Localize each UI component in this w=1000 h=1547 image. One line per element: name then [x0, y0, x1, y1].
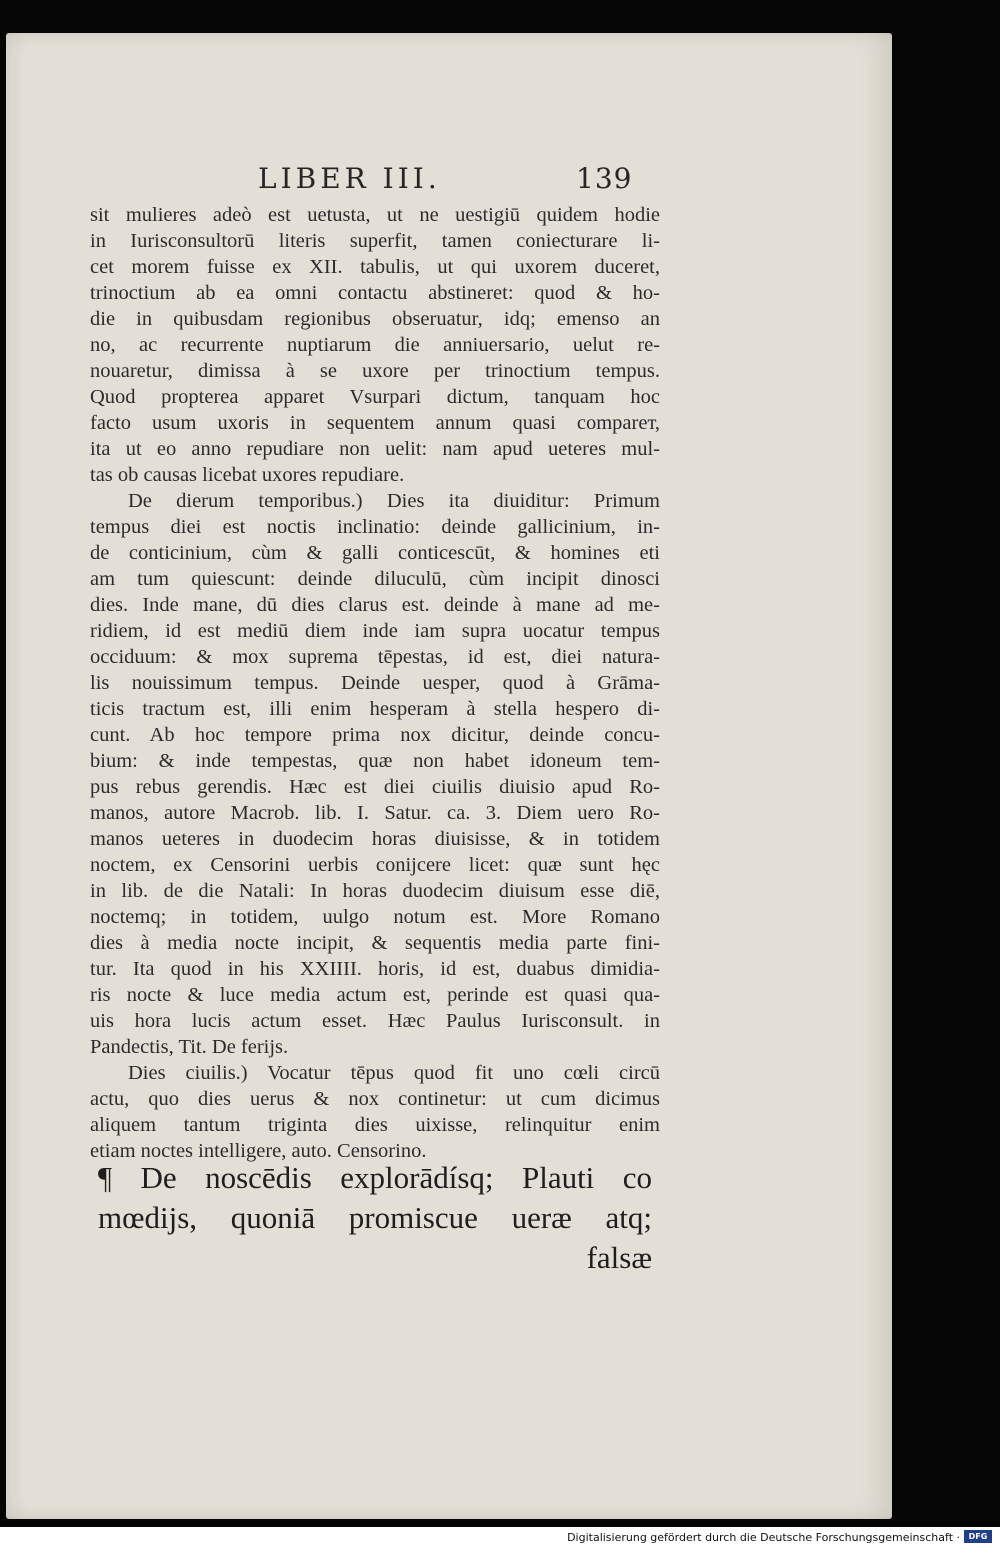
funding-credit: Digitalisierung gefördert durch die Deutsche Forschungsgemeinschaft · [567, 1531, 960, 1544]
text-line: Dies ciuilis.) Vocatur tēpus quod fit uno cœli circū [128, 1062, 660, 1084]
text-line: uis hora lucis actum esset. Hæc Paulus Iurisconsult. in [90, 1010, 660, 1032]
section-heading [98, 1158, 652, 1278]
text-line: ita ut eo anno repudiare non uelit: nam apud ueteres mul- [90, 438, 660, 460]
text-line: bium: & inde tempestas, quæ non habet idoneum tem- [90, 750, 660, 772]
text-line: ticis tractum est, illi enim hesperam à stella hespero di- [90, 698, 660, 720]
text-line: dies à media nocte incipit, & sequentis media parte fini- [90, 932, 660, 954]
text-line: tempus diei est noctis inclinatio: deinde gallicinium, in- [90, 516, 660, 538]
page-number: 139 [576, 162, 633, 195]
text-line: lis nouissimum tempus. Deinde uesper, quod à Grāma- [90, 672, 660, 694]
text-line: etiam noctes intelligere, auto. Censorino. [90, 1140, 427, 1162]
text-line: nouaretur, dimissa à se uxore per trinoctium tempus. [90, 360, 660, 382]
text-line: de conticinium, cùm & galli conticescūt, & homines eti [90, 542, 660, 564]
text-line: sit mulieres adeò est uetusta, ut ne uestigiū quidem hodie [90, 204, 660, 226]
text-line: ris nocte & luce media actum est, perinde est quasi qua- [90, 984, 660, 1006]
text-line: pus rebus gerendis. Hæc est diei ciuilis diuisio apud Ro- [90, 776, 660, 798]
footer-bar [0, 1527, 1000, 1547]
text-line: noctem, ex Censorini uerbis conijcere licet: quæ sunt hęc [90, 854, 660, 876]
body-text [90, 202, 660, 1164]
text-line: dies. Inde mane, dū dies clarus est. deinde à mane ad me- [90, 594, 660, 616]
heading-line: ¶ De noscēdis explorādísq; Plauti co [98, 1160, 652, 1195]
paragraph-3 [90, 1060, 660, 1164]
text-line: die in quibusdam regionibus obseruatur, idq; emenso an [90, 308, 660, 330]
running-head [0, 162, 1000, 202]
text-line: facto usum uxoris in sequentem annum quasi compareт, [90, 412, 660, 434]
text-line: am tum quiescunt: deinde diluculū, cùm incipit dinosci [90, 568, 660, 590]
heading-line: mœdijs, quoniā promiscue ueræ atq; [98, 1200, 652, 1235]
heading-line: falsæ [586, 1240, 652, 1275]
dfg-logo: DFG [964, 1530, 992, 1543]
text-line: aliquem tantum triginta dies uixisse, relinquitur enim [90, 1114, 660, 1136]
text-line: in Iurisconsultorū literis superfit, tamen coniecturare li- [90, 230, 660, 252]
text-line: in lib. de die Natali: In horas duodecim diuisum esse diē, [90, 880, 660, 902]
text-line: ridiem, id est mediū diem inde iam supra uocatur tempus [90, 620, 660, 642]
paragraph-1 [90, 202, 660, 488]
text-line: occiduum: & mox suprema tēpestas, id est, diei natura- [90, 646, 660, 668]
text-line: Pandectis, Tit. De ferijs. [90, 1036, 289, 1058]
text-line: tas ob causas licebat uxores repudiare. [90, 464, 405, 486]
text-line: Quod propterea apparet Vsurpari dictum, tanquam hoc [90, 386, 660, 408]
text-line: cunt. Ab hoc tempore prima nox dicitur, deinde concu- [90, 724, 660, 746]
paragraph-2 [90, 488, 660, 1060]
text-line: noctemq; in totidem, uulgo notum est. More Romano [90, 906, 660, 928]
text-line: De dierum temporibus.) Dies ita diuiditur: Primum [128, 490, 660, 512]
text-line: cet morem fuisse ex XII. tabulis, ut qui uxorem duceret, [90, 256, 660, 278]
text-line: actu, quo dies uerus & nox continetur: ut cum dicimus [90, 1088, 660, 1110]
text-line: tur. Ita quod in his XXIIII. horis, id est, duabus dimidia- [90, 958, 660, 980]
text-line: manos, autore Macrob. lib. I. Satur. ca. 3. Diem uero Ro- [90, 802, 660, 824]
text-line: trinoctium ab ea omni contactu abstineret: quod & ho- [90, 282, 660, 304]
text-line: manos ueteres in duodecim horas diuisisse, & in totidem [90, 828, 660, 850]
text-line: no, ac recurrente nuptiarum die anniuersario, uelut re- [90, 334, 660, 356]
running-head-title: LIBER III. [258, 162, 441, 195]
